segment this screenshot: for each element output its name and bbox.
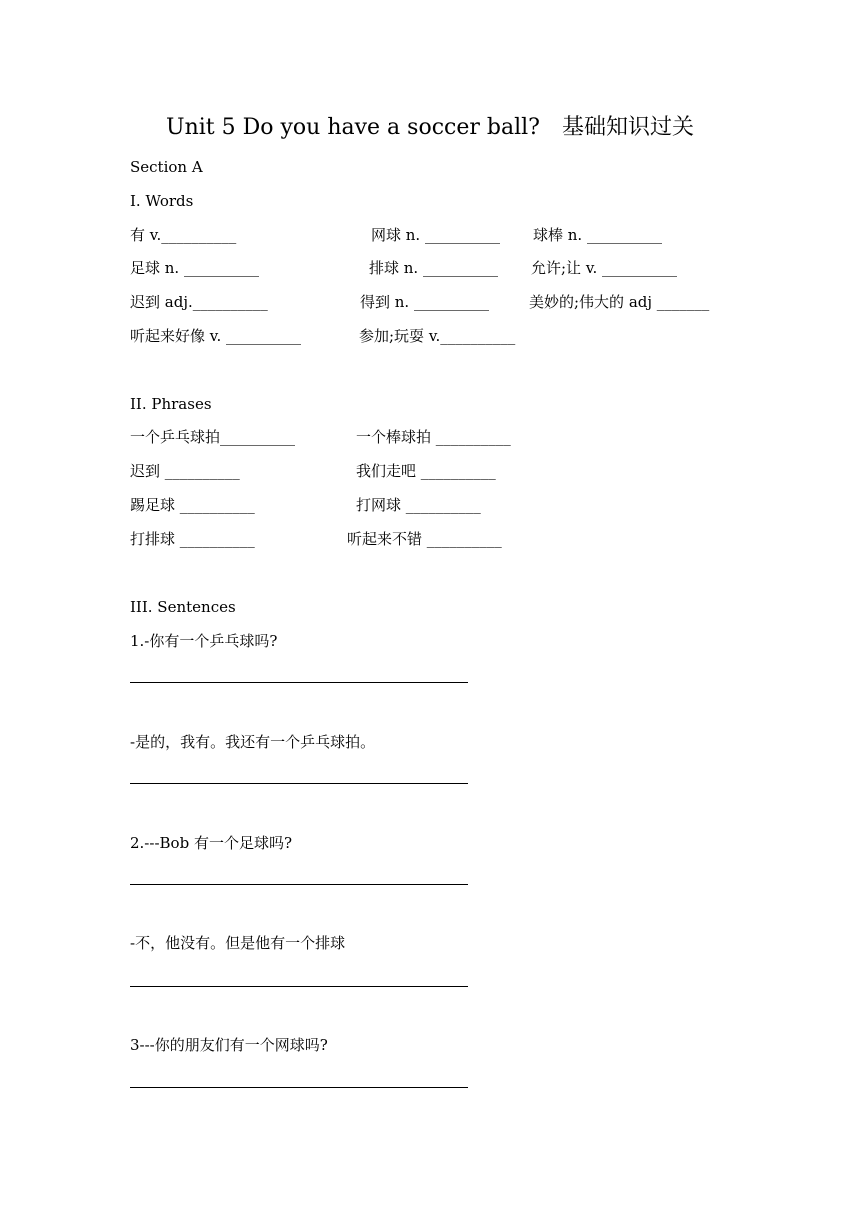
word-item: 得到 n. __________ [360,293,489,311]
phrase-item: 打网球 __________ [356,496,481,514]
sentence-prompt: -不，他没有。但是他有一个排球 [130,934,346,952]
sentence-prompt: 1.-你有一个乒乓球吗? [130,632,278,650]
answer-line [130,884,468,885]
word-item: 美妙的;伟大的 adj _______ [529,293,710,311]
word-item: 参加;玩耍 v.__________ [359,327,516,345]
word-item: 足球 n. __________ [130,259,259,277]
phrase-item: 听起来不错 __________ [347,530,502,548]
page-title: Unit 5 Do you have a soccer ball? 基础知识过关 [166,115,694,140]
phrase-item: 打排球 __________ [130,530,255,548]
word-item: 听起来好像 v. __________ [130,327,301,345]
word-item: 有 v.__________ [130,226,237,244]
sentence-prompt: -是的，我有。我还有一个乒乓球拍。 [130,733,376,751]
phrase-item: 迟到 __________ [130,462,240,480]
words-heading: I. Words [130,192,194,210]
phrases-heading: II. Phrases [130,395,212,413]
phrase-item: 一个乒乓球拍__________ [130,428,296,446]
word-item: 允许;让 v. __________ [531,259,678,277]
answer-line [130,1087,468,1088]
answer-line [130,783,468,784]
word-item: 球棒 n. __________ [533,226,662,244]
sentence-prompt: 2.---Bob 有一个足球吗? [130,834,292,852]
phrase-item: 我们走吧 __________ [356,462,496,480]
sentences-heading: III. Sentences [130,598,236,616]
answer-line [130,986,468,987]
section-label: Section A [130,158,203,176]
phrase-item: 踢足球 __________ [130,496,255,514]
sentence-prompt: 3---你的朋友们有一个网球吗? [130,1036,328,1054]
word-item: 迟到 adj.__________ [130,293,268,311]
word-item: 排球 n. __________ [369,259,498,277]
answer-line [130,682,468,683]
word-item: 网球 n. __________ [371,226,500,244]
phrase-item: 一个棒球拍 __________ [356,428,511,446]
